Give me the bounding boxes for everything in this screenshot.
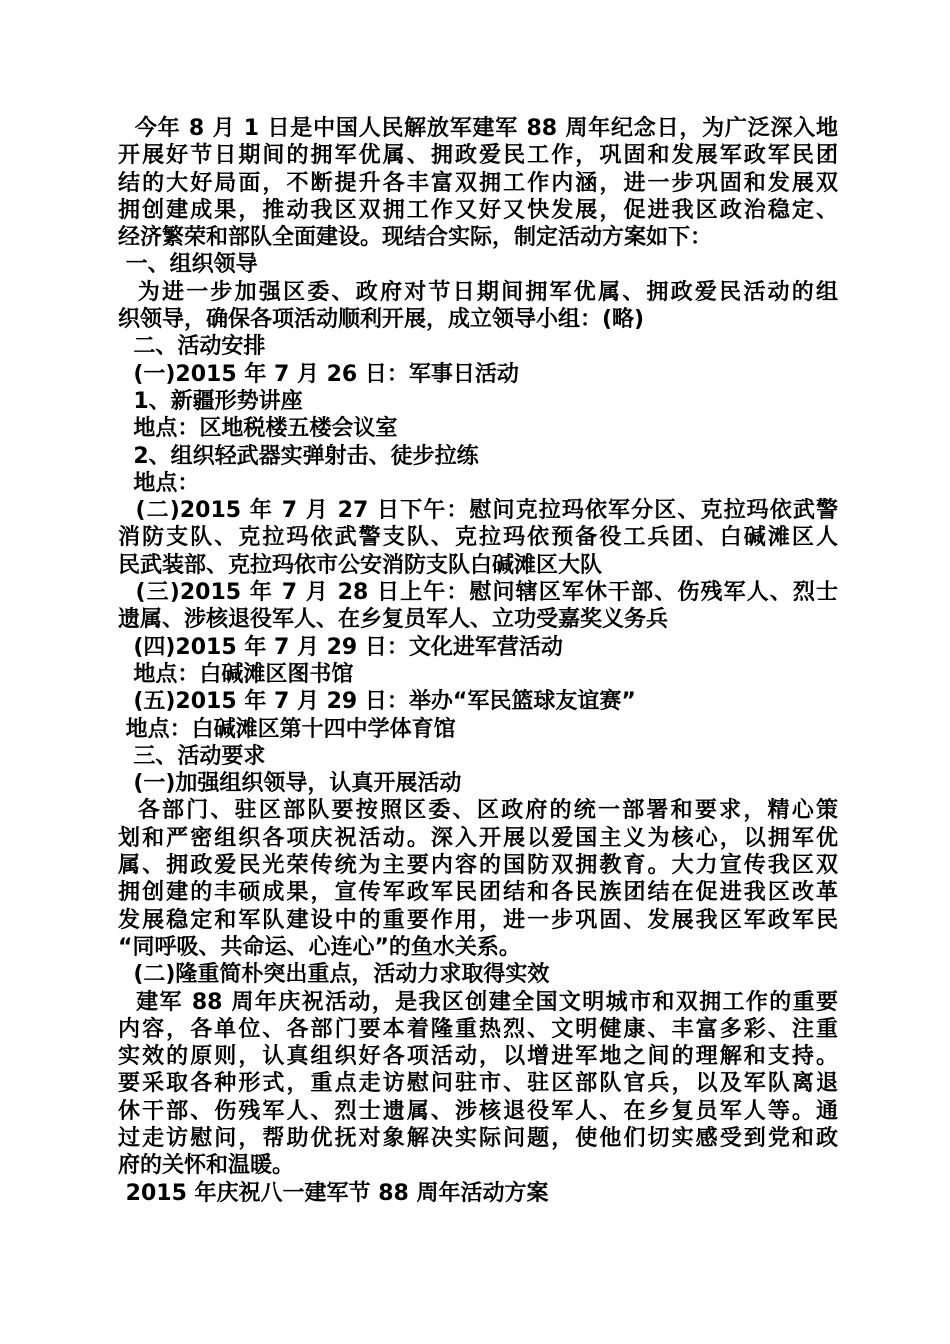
section-heading-requirements: 三、活动要求 [118, 743, 266, 769]
activity-line: 2、组织轻武器实弹射击、徒步拉练 [118, 443, 479, 469]
requirement2-body-line: 过走访慰问，帮助优抚对象解决实际问题，使他们切实感受到党和政 [118, 1125, 838, 1151]
activity-line: 1、新疆形势讲座 [118, 388, 303, 414]
intro-line: 结的大好局面，不断提升各丰富双拥工作内涵，进一步巩固和发展双 [118, 170, 838, 196]
section-heading-organization: 一、组织领导 [118, 252, 258, 278]
section-heading-activities: 二、活动安排 [118, 334, 266, 360]
activity-line: 地点：区地税楼五楼会议室 [118, 416, 398, 442]
requirement2-body-line: 内容，各单位、各部门要本着隆重热烈、文明健康、丰富多彩、注重 [118, 1016, 838, 1042]
requirement1-body-line: 各部门、驻区部队要按照区委、区政府的统一部署和要求，精心策 [118, 798, 838, 824]
section1-body-line: 织领导，确保各项活动顺利开展，成立领导小组：(略) [118, 307, 645, 333]
activity-item3-line: 遗属、涉核退役军人、在乡复员军人、立功受嘉奖义务兵 [118, 607, 669, 633]
requirement2-body-line: 要采取各种形式，重点走访慰问驻市、驻区部队官兵，以及军队离退 [118, 1071, 838, 1097]
activity-item2-line: 消防支队、克拉玛依武警支队、克拉玛依预备役工兵团、白碱滩区人 [118, 525, 838, 551]
activity-item2-line: (二)2015 年 7 月 27 日下午：慰问克拉玛依军分区、克拉玛依武警 [118, 498, 838, 524]
activity-item5-line: (五)2015 年 7 月 29 日：举办“军民篮球友谊赛” [118, 689, 636, 715]
activity-item4-line: 地点：白碱滩区图书馆 [118, 661, 354, 687]
requirement1-body-line: “同呼吸、共命运、心连心”的鱼水关系。 [118, 934, 521, 960]
requirement1-body-line: 发展稳定和军队建设中的重要作用，进一步巩固、发展我区军政军民 [118, 907, 838, 933]
section1-body-line: 为进一步加强区委、政府对节日期间拥军优属、拥政爱民活动的组 [118, 279, 838, 305]
requirement2-body-line: 建军 88 周年庆祝活动，是我区创建全国文明城市和双拥工作的重要 [118, 989, 838, 1015]
requirement2-heading: (二)隆重简朴突出重点，活动力求取得实效 [118, 962, 550, 988]
activity-line: 地点： [118, 470, 200, 496]
intro-line: 经济繁荣和部队全面建设。现结合实际，制定活动方案如下： [118, 225, 713, 251]
document-footer-title: 2015 年庆祝八一建军节 88 周年活动方案 [118, 1180, 549, 1206]
activity-item5-line: 地点：白碱滩区第十四中学体育馆 [118, 716, 456, 742]
requirement1-body-line: 属、拥政爱民光荣传统为主要内容的国防双拥教育。大力宣传我区双 [118, 853, 838, 879]
requirement1-body-line: 拥创建的丰硕成果，宣传军政军民团结和各民族团结在促进我区改革 [118, 880, 838, 906]
requirement2-body-line: 实效的原则，认真组织好各项活动，以增进军地之间的理解和支持。 [118, 1044, 838, 1070]
activity-item2-line: 民武装部、克拉玛依市公安消防支队白碱滩区大队 [118, 552, 603, 578]
requirement1-body-line: 划和严密组织各项庆祝活动。深入开展以爱国主义为核心，以拥军优 [118, 825, 838, 851]
activity-item4-line: (四)2015 年 7 月 29 日：文化进军营活动 [118, 634, 563, 660]
requirement1-heading: (一)加强组织领导，认真开展活动 [118, 771, 462, 797]
intro-line: 今年 8 月 1 日是中国人民解放军建军 88 周年纪念日，为广泛深入地 [118, 116, 838, 141]
activity-line: (一)2015 年 7 月 26 日：军事日活动 [118, 361, 519, 387]
intro-line: 拥创建成果，推动我区双拥工作又好又快发展，促进我区政治稳定、 [118, 197, 838, 223]
requirement2-body-line: 府的关怀和温暖。 [118, 1153, 295, 1179]
activity-item3-line: (三)2015 年 7 月 28 日上午：慰问辖区军休干部、伤残军人、烈士 [118, 580, 838, 606]
requirement2-body-line: 休干部、伤残军人、烈士遗属、涉核退役军人、在乡复员军人等。通 [118, 1098, 838, 1124]
document-page [118, 115, 838, 1207]
intro-line: 开展好节日期间的拥军优属、拥政爱民工作，巩固和发展军政军民团 [118, 143, 838, 169]
